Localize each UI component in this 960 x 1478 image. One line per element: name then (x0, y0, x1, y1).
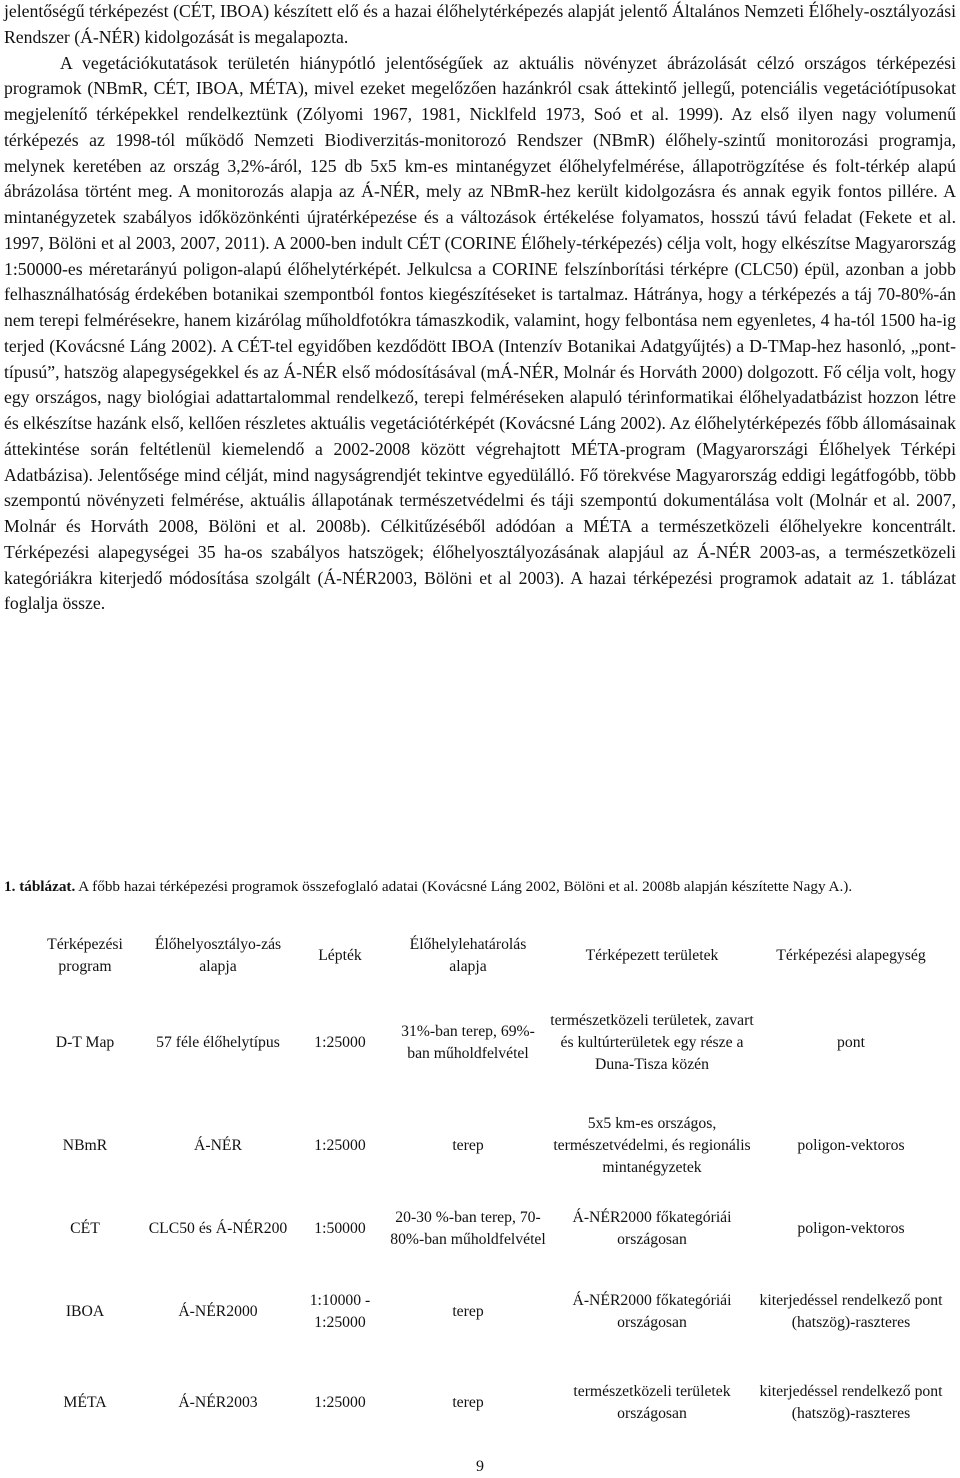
cell-program: D-T Map (55, 1033, 115, 1051)
cell-delimitation: terep (452, 1394, 484, 1411)
cell-delimitation: 31%-ban terep, 69%-ban műholdfelvétel (401, 1022, 535, 1062)
cell-areas: természetközeli területek országosan (573, 1383, 731, 1422)
cell-areas: Á-NÉR2000 főkategóriái országosan (572, 1292, 732, 1331)
table-row (26, 1357, 946, 1449)
cell-delimitation: terep (452, 1137, 484, 1154)
cell-scale: 1:10000 - 1:25000 (309, 1292, 371, 1331)
cell-unit: poligon-vektoros (797, 1137, 905, 1154)
cell-areas: Á-NÉR2000 főkategóriái országosan (572, 1209, 732, 1248)
cell-classification: Á-NÉR2003 (178, 1394, 258, 1411)
cell-classification: Á-NÉR2000 (178, 1303, 258, 1320)
cell-unit: pont (837, 1033, 865, 1051)
cell-scale: 1:25000 (314, 1033, 366, 1051)
table-header-row (26, 928, 946, 984)
table-row (26, 984, 946, 1101)
table-caption-text: A főbb hazai térképezési programok összefoglaló adatai (Kovácsné Láng 2002, Bölöni et al. 2008b alapján készítette Nagy A.). (75, 878, 853, 895)
cell-program: MÉTA (63, 1394, 107, 1411)
cell-scale: 1:25000 (314, 1137, 366, 1154)
paragraph-1: jelentőségű térképezést (CÉT, IBOA) készített elő és a hazai élőhelytérképezés alapját jelentő Általános Nemzeti Élőhely-osztályozási Rendszer (Á-NÉR) kidolgozását is megalapozta. (4, 1, 956, 47)
table-caption (4, 876, 956, 897)
cell-unit: kiterjedéssel rendelkező pont (hatszög)-raszteres (759, 1383, 943, 1422)
body-text (4, 0, 956, 617)
header-scale: Lépték (318, 947, 362, 964)
document-page (4, 0, 956, 1478)
cell-scale: 1:25000 (314, 1394, 366, 1411)
cell-classification: CLC50 és Á-NÉR200 (148, 1220, 288, 1237)
cell-delimitation: terep (452, 1303, 484, 1320)
table-row (26, 1267, 946, 1357)
cell-delimitation: 20-30 %-ban terep, 70-80%-ban műholdfelvétel (390, 1209, 546, 1248)
paragraph-2: A vegetációkutatások területén hiánypótló jelentőségűek az aktuális növényzet ábrázolását célzó országos térképezési programok (NBmR, CÉT, IBOA, MÉTA), mivel ezeket megelőzően hazánkról csak áttekintő jellegű, potenciális vegetációtípusokat megjelenítő térképekkel rendelkeztünk (Zólyomi 1967, 1981, Nicklfeld 1973, Soó et al. 1999). Az első ilyen nagy volumenű térképezés az 1998-tól működő Nemzeti Biodiverzitás-monitorozó Rendszer (NBmR) élőhely-szintű monitorozási programja, melynek keretében az ország 3,2%-áról, 125 db 5x5 km-es mintanégyzet élőhelyfelmérése, állapotrögzítése és folt-térkép alapú ábrázolása történt meg. A monitorozás alapja az Á-NÉR, mely az NBmR-hez került kidolgozásra és annak egyik fontos pillére. A mintanégyzetek szabályos időközönkénti újratérképezése és a változások értékelése folyamatos, hosszú távú feladat (Fekete et al. 1997, Bölöni et al 2003, 2007, 2011). A 2000-ben indult CÉT (CORINE Élőhely-térképezés) célja volt, hogy elkészítse Magyarország 1:50000-es méretarányú poligon-alapú élőhelytérképét. Jelkulcsa a CORINE felszínborítási térképre (CLC50) épül, azonban a jobb felhasználhatóság érdekében botanikai szempontból fontos kiegészítéseket is tartalmaz. Hátránya, hogy a térképezés a táj 70-80%-án nem terepi felmérésekre, hanem kizárólag műholdfotókra támaszkodik, valamint, hogy felbontása nem egyenletes, 4 ha-tól 1500 ha-ig terjed (Kovácsné Láng 2002). A CÉT-tel egyidőben kezdődött IBOA (Intenzív Botanikai Adatgyűjtés) a D-TMap-hez hasonló, „pont-típusú”, hatszög alapegységekkel és az Á-NÉR első módosításával (mÁ-NÉR, Molnár és Horváth 2000) dolgozott. Fő célja volt, hogy egy országos, nagy biológiai adattartalommal rendelkező, terepi felméréseken alapuló térinformatikai élőhelyadatbázist hozzon létre és elkészítse hazánk első, kellően részletes aktuális vegetációtérképét (Kovácsné Láng 2002). Az élőhelytérképezés főbb állomásainak áttekintése során feltétlenül kiemelendő a 2002-2008 között végrehajtott MÉTA-program (Magyarországi Élőhelyek Térképi Adatbázisa). Jelentősége mind célját, mind nagyságrendjét tekintve egyedülálló. Fő törekvése Magyarország eddigi legátfogóbb, több szempontú növényzeti felmérése, aktuális állapotának természetvédelmi és táji szempontú dokumentálása volt (Molnár et al. 2007, Molnár és Horváth 2008, Bölöni et al. 2008b). Célkitűzéséből adódóan a MÉTA a természetközeli élőhelyekre koncentrált. Térképezési alapegységei 35 ha-os szabályos hatszögek; élőhelyosztályozásának alapjául az Á-NÉR 2003-as, a természetközeli kategóriákra kiterjedő módosítása szolgált (Á-NÉR2003, Bölöni et al 2003). A hazai térképezési programok adatait az 1. táblázat foglalja össze. (4, 52, 956, 614)
table-row (26, 1101, 946, 1191)
cell-program: IBOA (65, 1303, 105, 1320)
header-program: Térképezési program (47, 936, 123, 975)
header-classification: Élőhelyosztályo-zás alapja (154, 936, 282, 975)
header-areas: Térképezett területek (585, 947, 719, 964)
cell-program: CÉT (70, 1220, 100, 1237)
page-number: 9 (476, 1458, 484, 1475)
table-row (26, 1191, 946, 1267)
cell-classification: 57 féle élőhelytípus (156, 1033, 280, 1051)
header-delimitation: Élőhelylehatárolás alapja (409, 936, 527, 975)
cell-scale: 1:50000 (314, 1220, 366, 1237)
mapping-programs-table (26, 928, 946, 1449)
cell-unit: kiterjedéssel rendelkező pont (hatszög)-raszteres (759, 1292, 943, 1331)
cell-areas: 5x5 km-es országos, természetvédelmi, és regionális mintanégyzetek (553, 1115, 751, 1176)
cell-program: NBmR (62, 1137, 108, 1154)
table-caption-label: 1. táblázat. (4, 878, 76, 895)
header-unit: Térképezési alapegység (776, 947, 926, 964)
cell-unit: poligon-vektoros (797, 1220, 905, 1237)
cell-classification: Á-NÉR (194, 1137, 242, 1154)
cell-areas: természetközeli területek, zavart és kultúrterületek egy része a Duna-Tisza közén (550, 1011, 754, 1073)
